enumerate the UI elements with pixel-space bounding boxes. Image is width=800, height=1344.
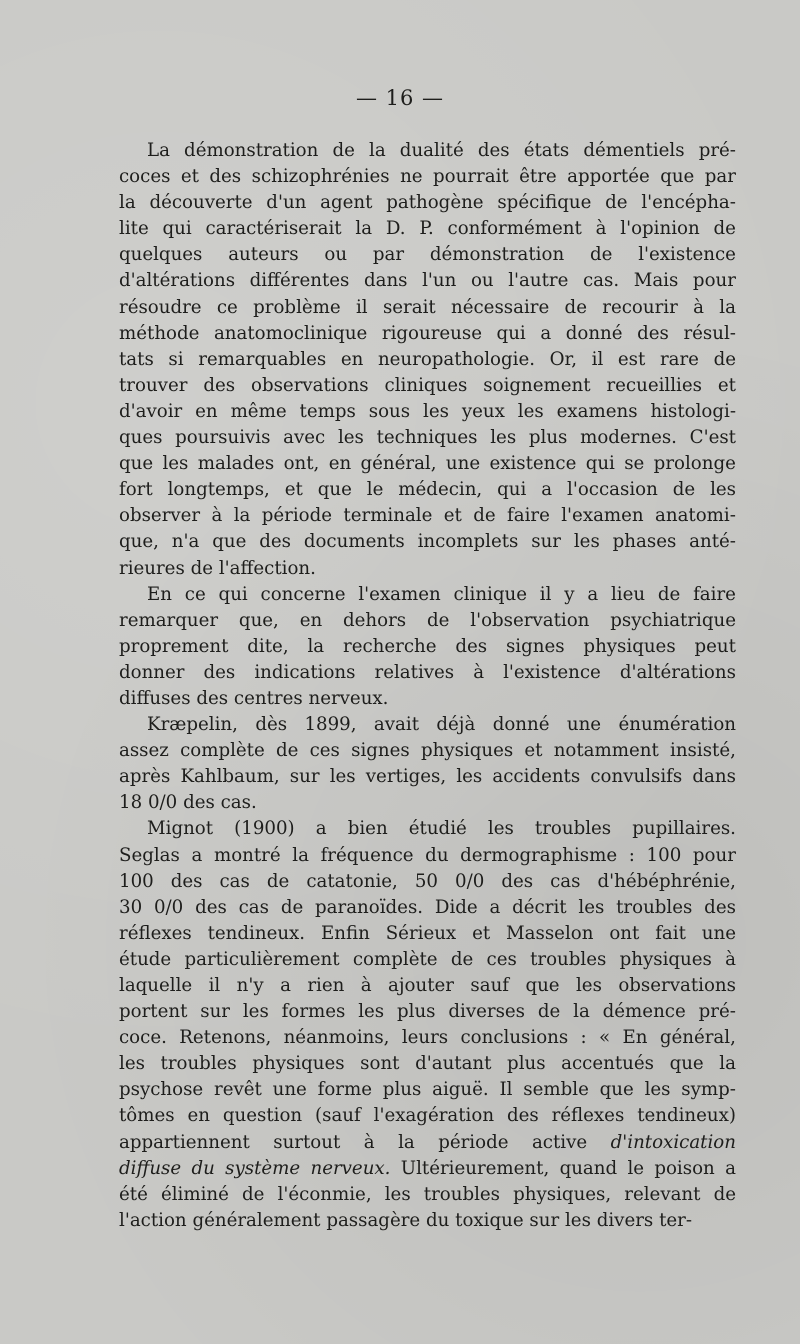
text-line: ques poursuivis avec les techniques les plus modernes. C'est: [119, 427, 736, 449]
text-line: assez complète de ces signes physiques et notamment insisté,: [119, 740, 736, 762]
text-line: diffuse du système nerveux. Ultérieurement, quand le poison a: [119, 1157, 736, 1179]
text-line: lite qui caractériserait la D. P. conformément à l'opinion de: [119, 218, 736, 240]
text-line: rieures de l'affection.: [119, 557, 316, 579]
text-line: diffuses des centres nerveux.: [119, 687, 389, 709]
text-line: fort longtemps, et que le médecin, qui a l'occasion de les: [119, 479, 736, 501]
paragraph: [119, 582, 736, 712]
text-line: Seglas a montré la fréquence du dermographisme : 100 pour: [119, 844, 736, 866]
text-block: [119, 138, 736, 1234]
text-line: après Kahlbaum, sur les vertiges, les accidents convulsifs dans: [119, 766, 736, 788]
paragraph: [119, 712, 736, 816]
text-line: coces et des schizophrénies ne pourrait être apportée que par: [119, 166, 736, 188]
text-line: observer à la période terminale et de faire l'examen anatomi-: [119, 505, 736, 527]
text-line: trouver des observations cliniques soignement recueillies et: [119, 374, 736, 396]
text-line: été éliminé de l'éconmie, les troubles physiques, relevant de: [119, 1183, 736, 1205]
text-line: que les malades ont, en général, une existence qui se prolonge: [119, 453, 736, 475]
text-line: remarquer que, en dehors de l'observation psychiatrique: [119, 609, 736, 631]
page-number: — 16 —: [355, 86, 445, 110]
text-line: la découverte d'un agent pathogène spécifique de l'encépha-: [119, 192, 736, 214]
text-line: que, n'a que des documents incomplets sur les phases anté-: [119, 531, 736, 553]
text-line: laquelle il n'y a rien à ajouter sauf que les observations: [119, 975, 736, 996]
text-line: les troubles physiques sont d'autant plus accentués que la: [119, 1053, 736, 1075]
text-line: portent sur les formes les plus diverses de la démence pré-: [119, 1001, 736, 1023]
text-line: l'action généralement passagère du toxique sur les divers ter-: [119, 1209, 692, 1231]
text-line: Mignot (1900) a bien étudié les troubles pupillaires.: [147, 818, 736, 840]
text-line: résoudre ce problème il serait nécessaire de recourir à la: [119, 296, 736, 318]
paragraph: [119, 816, 736, 1234]
text-line: quelques auteurs ou par démonstration de l'existence: [119, 244, 736, 266]
text-line: méthode anatomoclinique rigoureuse qui a donné des résul-: [119, 322, 736, 344]
text-line: psychose revêt une forme plus aiguë. Il semble que les symp-: [119, 1079, 736, 1101]
text-line: 18 0/0 des cas.: [119, 792, 257, 814]
text-line: 100 des cas de catatonie, 50 0/0 des cas d'hébéphrénie,: [119, 870, 736, 892]
text-line: En ce qui concerne l'examen clinique il y a lieu de faire: [147, 583, 736, 605]
text-line: La démonstration de la dualité des états démentiels pré-: [147, 140, 736, 161]
text-line: d'avoir en même temps sous les yeux les examens histologi-: [119, 400, 736, 422]
text-line: tats si remarquables en neuropathologie. Or, il est rare de: [119, 348, 736, 370]
text-line: donner des indications relatives à l'existence d'altérations: [119, 661, 736, 683]
text-line: réflexes tendineux. Enfin Sérieux et Masselon ont fait une: [119, 922, 736, 944]
text-line: proprement dite, la recherche des signes physiques peut: [119, 635, 736, 657]
text-line: Kræpelin, dès 1899, avait déjà donné une énumération: [147, 714, 736, 736]
paragraph: [119, 138, 736, 582]
text-line: étude particulièrement complète de ces troubles physiques à: [119, 948, 736, 970]
text-line: d'altérations différentes dans l'un ou l'autre cas. Mais pour: [119, 270, 736, 292]
text-line: coce. Retenons, néanmoins, leurs conclusions : « En général,: [119, 1027, 736, 1049]
text-line: appartiennent surtout à la période active d'intoxication: [119, 1131, 736, 1153]
text-line: 30 0/0 des cas de paranoïdes. Dide a décrit les troubles des: [119, 896, 736, 918]
text-line: tômes en question (sauf l'exagération des réflexes tendineux): [119, 1105, 736, 1127]
